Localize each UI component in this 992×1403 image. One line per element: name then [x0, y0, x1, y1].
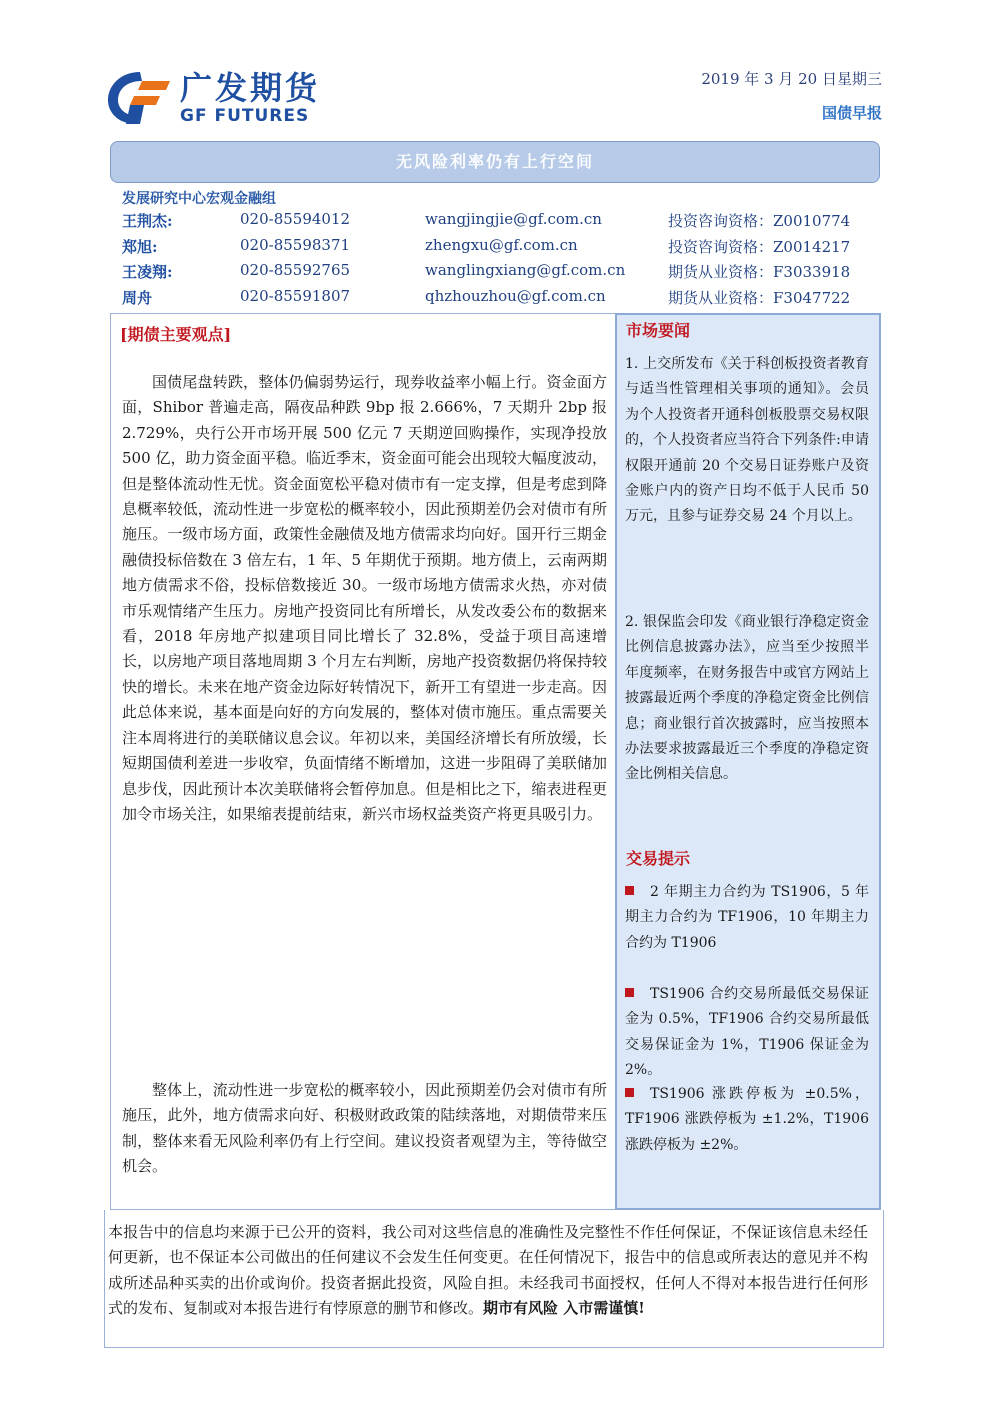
main-paragraph: 整体上，流动性进一步宽松的概率较小，因此预期差仍会对债市有所施压，此外，地方债需求向好、积极财政政策的陆续落地，对期债带来压制，整体来看无风险利率仍有上行空间。建议投资者观望为主，等待做空机会。 [122, 1081, 607, 1176]
analyst-row [122, 236, 882, 260]
bullet-square-icon [625, 1088, 634, 1097]
logo-chinese-text: 广发期货 [180, 69, 321, 107]
company-logo [104, 68, 364, 128]
tip-text: TS1906 合约交易所最低交易保证金为 0.5%，TF1906 合约交易所最低交易保证金为 1%，T1906 保证金为 2%。 [625, 986, 869, 1079]
analyst-row [122, 261, 882, 285]
news-item: 1. 上交所发布《关于科创板投资者教育与适当性管理相关事项的通知》。会员为个人投资者开通科创板股票交易权限的，个人投资者应当符合下列条件:申请权限开通前 20 个交易日证券账户及资金账户内的资产日均不低于人民币 50 万元，且参与证券交易 24 个月以上。 [625, 356, 869, 525]
tip-text: 2 年期主力合约为 TS1906，5 年期主力合约为 TF1906，10 年期主力合约为 T1906 [625, 884, 869, 951]
analyst-phone: 020-85592765 [240, 261, 351, 279]
analyst-phone: 020-85598371 [240, 236, 351, 254]
news-item: 2. 银保监会印发《商业银行净稳定资金比例信息披露办法》，应当至少按照半年度频率，在财务报告中或官方网站上披露最近两个季度的净稳定资金比例信息；商业银行首次披露时，应当按照本办法要求披露最近三个季度的净稳定资金比例相关信息。 [625, 614, 869, 783]
analyst-email[interactable]: qhzhouzhou@gf.com.cn [425, 287, 606, 305]
analyst-phone: 020-85594012 [240, 210, 351, 228]
analyst-name: 周舟 [122, 289, 153, 307]
bullet-square-icon [625, 988, 634, 997]
report-date: 2019 年 3 月 20 日星期三 [701, 70, 882, 88]
analyst-email[interactable]: wanglingxiang@gf.com.cn [425, 261, 626, 279]
tip-item [625, 880, 869, 956]
analyst-row [122, 287, 882, 311]
bullet-square-icon [625, 886, 634, 895]
analyst-name: 郑旭: [122, 238, 158, 256]
tip-item [625, 982, 869, 1084]
analyst-name: 王荆杰: [122, 212, 173, 230]
tips-section-title: 交易提示 [626, 849, 691, 868]
analyst-email[interactable]: zhengxu@gf.com.cn [425, 236, 578, 254]
analyst-name: 王凌翔: [122, 263, 173, 281]
disclaimer-body: 本报告中的信息均来源于已公开的资料，我公司对这些信息的准确性及完整性不作任何保证，不保证该信息未经任何更新，也不保证本公司做出的任何建议不会发生任何变更。在任何情况下，报告中的信息或所表达的意见并不构成所述品种买卖的出价或询价。投资者据此投资，风险自担。未经我司书面授权，任何人不得对本报告进行任何形式的发布、复制或对本报告进行有悖原意的删节和修改。 [108, 1223, 868, 1318]
team-name: 发展研究中心宏观金融组 [122, 191, 276, 207]
gf-logo-icon [104, 68, 176, 128]
analyst-phone: 020-85591807 [240, 287, 351, 305]
analyst-qualification: 投资咨询资格：Z0010774 [668, 212, 851, 230]
report-type: 国债早报 [821, 104, 882, 122]
analyst-email[interactable]: wangjingjie@gf.com.cn [425, 210, 602, 228]
main-paragraph: 国债尾盘转跌，整体仍偏弱势运行，现券收益率小幅上行。资金面方面，Shibor 普遍走高，隔夜品种跌 9bp 报 2.666%，7 天期升 2bp 报 2.729%，央行公开市场开展 500 亿元 7 天期逆回购操作，实现净投放 500 亿，助力资金面平稳。临近季末，资金面可能会出现较大幅度波动，但是整体流动性无忧。资金面宽松平稳对债市有一定支撑，但是考虑到降息概率较低，流动性进一步宽松的概率较小，因此预期差仍会对债市有所施压。一级市场方面，政策性金融债及地方债需求均向好。国开行三期金融债投标倍数在 3 倍左右，1 年、5 年期优于预期。地方债上，云南两期地方债需求不俗，投标倍数接近 30。一级市场地方债需求火热，亦对债市乐观情绪产生压力。房地产投资同比有所增长，从发改委公布的数据来看，2018 年房地产拟建项目同比增长了 32.8%，受益于项目高速增长，以房地产项目落地周期 3 个月左右判断，房地产投资数据仍将保持较快的增长。未来在地产资金边际好转情况下，新开工有望进一步走高。因此总体来说，基本面是向好的方向发展的，整体对债市施压。重点需要关注本周将进行的美联储议息会议。年初以来，美国经济增长有所放缓，长短期国债利差进一步收窄，负面情绪不断增加，这进一步阻碍了美联储加息步伐，因此预计本次美联储将会暂停加息。但是相比之下，缩表进程更加令市场关注，如果缩表提前结束，新兴市场权益类资产将更具吸引力。 [122, 373, 607, 823]
risk-warning: 期市有风险 入市需谨慎! [483, 1299, 645, 1318]
analyst-qualification: 投资咨询资格：Z0014217 [668, 238, 851, 256]
title-bar [110, 141, 880, 183]
analyst-qualification: 期货从业资格：F3033918 [668, 263, 851, 281]
news-section-title: 市场要闻 [626, 321, 691, 340]
logo-english-text: GF FUTURES [180, 106, 310, 126]
report-title: 无风险利率仍有上行空间 [395, 152, 594, 171]
disclaimer-text [108, 1220, 868, 1322]
analyst-row [122, 210, 882, 234]
tip-item [625, 1082, 869, 1158]
tip-text: TS1906 涨跌停板为 ±0.5%，TF1906 涨跌停板为 ±1.2%，T1906 涨跌停板为 ±2%。 [625, 1086, 869, 1153]
main-section-title: [期债主要观点] [120, 325, 232, 344]
analyst-qualification: 期货从业资格：F3047722 [668, 289, 851, 307]
